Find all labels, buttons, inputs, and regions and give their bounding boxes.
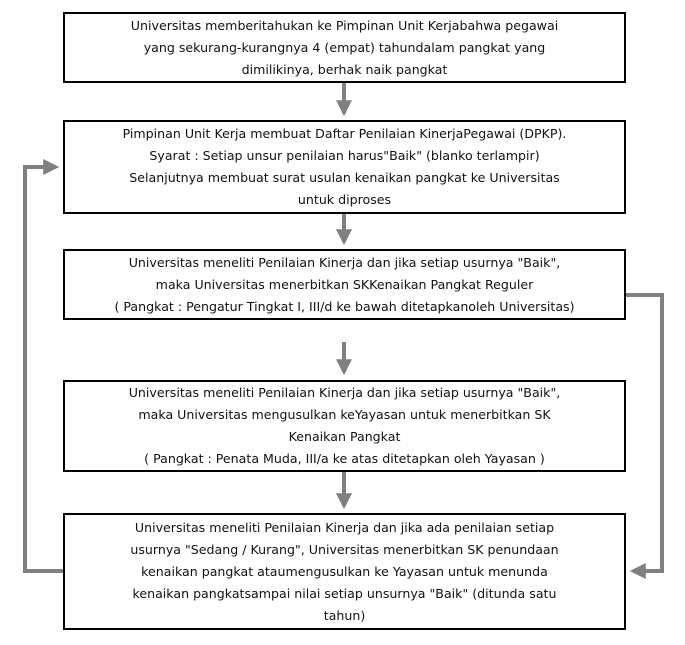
step-5-line: kenaikan pangkatsampai nilai setiap unsurnya "Baik" (ditunda satu xyxy=(132,585,557,601)
loop-arrow-step5-to-step2 xyxy=(25,167,63,571)
step-1-line: yang sekurang-kurangnya 4 (empat) tahundalam pangkat yang xyxy=(143,39,546,55)
step-4-box xyxy=(63,380,626,472)
step-4-line: Kenaikan Pangkat xyxy=(288,429,401,444)
step-5-line: Universitas meneliti Penilaian Kinerja dan jika ada penilaian setiap xyxy=(134,519,555,535)
step-3-line: ( Pangkat : Pengatur Tingkat I, III/d ke bawah ditetapkanoleh Universitas) xyxy=(114,298,575,314)
step-2-line: Selanjutnya membuat surat usulan kenaikan pangkat ke Universitas xyxy=(129,170,560,185)
step-1-line: dimilikinya, berhak naik pangkat xyxy=(241,61,448,77)
step-2-line: Syarat : Setiap unsur penilaian harus"Baik" (blanko terlampir) xyxy=(149,148,540,163)
step-2-line: Pimpinan Unit Kerja membuat Daftar Penilaian KinerjaPegawai (DPKP). xyxy=(122,126,567,141)
step-4-line: ( Pangkat : Penata Muda, III/a ke atas ditetapkan oleh Yayasan ) xyxy=(144,451,545,466)
step-2-box xyxy=(63,120,626,214)
step-5-line: kenaikan pangkat ataumengusulkan ke Yayasan untuk menunda xyxy=(141,563,548,579)
step-3-line: maka Universitas menerbitkan SKKenaikan Pangkat Reguler xyxy=(155,276,534,292)
step-2-line: untuk diproses xyxy=(297,192,392,207)
step-5-line: usurnya "Sedang / Kurang", Universitas menerbitkan SK penundaan xyxy=(130,541,559,557)
step-4-line: Universitas meneliti Penilaian Kinerja dan jika setiap usurnya "Baik", xyxy=(128,385,561,400)
step-5-box xyxy=(63,513,626,630)
step-3-line: Universitas meneliti Penilaian Kinerja dan jika setiap usurnya "Baik", xyxy=(128,254,561,270)
step-1-box xyxy=(63,12,626,83)
step-3-box xyxy=(63,249,626,320)
step-5-line: tahun) xyxy=(323,607,366,623)
step-4-line: maka Universitas mengusulkan keYayasan untuk menerbitkan SK xyxy=(138,407,551,422)
step-1-line: Universitas memberitahukan ke Pimpinan Unit Kerjabahwa pegawai xyxy=(130,17,559,33)
loop-arrow-step3-to-step5 xyxy=(626,295,662,571)
